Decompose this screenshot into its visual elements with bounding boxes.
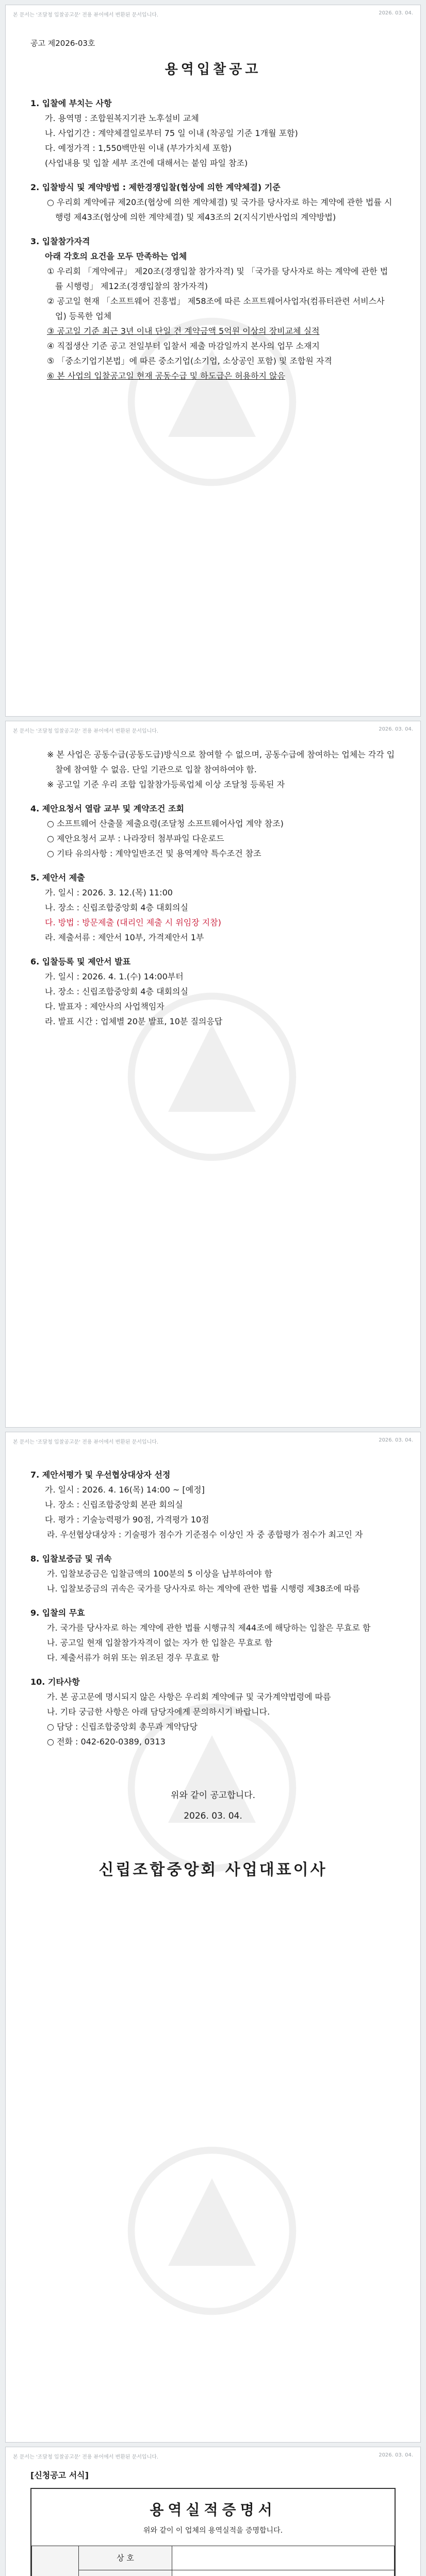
section-1-item: 다. 예정가격 : 1,550백만원 이내 (부가가치세 포함) xyxy=(45,143,232,153)
header-right: 2026. 03. 04. xyxy=(379,2452,413,2458)
section-5-title: 5. 제안서 제출 xyxy=(30,873,85,883)
section-4-item: ○ 소프트웨어 산출물 제출요령(조달청 소프트웨어사업 계약 참조) xyxy=(47,819,284,828)
section-6-item: 다. 발표자 : 제안사의 사업책임자 xyxy=(45,1002,165,1011)
section-6-title: 6. 입찰등록 및 제안서 발표 xyxy=(30,957,131,967)
section-4-title: 4. 제안요청서 열람 교부 및 계약조건 조회 xyxy=(30,804,184,814)
section-10-item: ○ 담당 : 신립조합중앙회 총무과 계약담당 xyxy=(47,1722,198,1732)
doc-number: 공고 제2026-03호 xyxy=(30,39,95,48)
section-3-item: ⑥ 본 사업의 입찰공고일 현재 공동수급 및 하도급은 허용하지 않음 xyxy=(47,371,285,381)
form-title: 용역실적증명서 xyxy=(150,2501,276,2518)
applicant-group-label xyxy=(32,2546,79,2576)
section-3-item: ② 공고일 현재 「소프트웨어 진흥법」 제58조에 따른 소프트웨어사업자(컴퓨터관련 서비스사업) 등록한 업체 xyxy=(47,296,385,321)
section-7-item: 가. 일시 : 2026. 4. 16(목) 14:00 ~ [예정] xyxy=(45,1485,205,1495)
page-header xyxy=(13,1437,413,1445)
section-5-item: 라. 제출서류 : 제안서 10부, 가격제안서 1부 xyxy=(45,933,204,942)
section-9-item: 다. 제출서류가 허위 또는 위조된 경우 무효로 함 xyxy=(47,1653,220,1663)
form-row-label: 상 호 xyxy=(79,2546,172,2570)
header-left: 본 문서는 '조달청 입찰공고문' 전용 뷰어에서 변환된 문서입니다. xyxy=(13,12,159,18)
page-header xyxy=(13,2452,413,2460)
issuer-org: 신립조합중앙회 사업대표이사 xyxy=(99,1861,327,1879)
section-10-item: ○ 전화 : 042-620-0389, 0313 xyxy=(47,1737,166,1747)
section-1-item: 나. 사업기간 : 계약체결일로부터 75 일 이내 (착공일 기준 1개월 포함) xyxy=(45,128,298,138)
header-left: 본 문서는 '조달청 입찰공고문' 전용 뷰어에서 변환된 문서입니다. xyxy=(13,728,159,734)
page-4 xyxy=(6,2447,420,2576)
section-10-title: 10. 기타사항 xyxy=(30,1677,80,1687)
section-2-title: 2. 입찰방식 및 계약방법 : 제한경쟁입찰(협상에 의한 계약체결) 기준 xyxy=(30,182,281,192)
section-7-title: 7. 제안서평가 및 우선협상대상자 선정 xyxy=(30,1470,171,1480)
form-caption: [신청공고 서식] xyxy=(30,2470,89,2480)
header-left: 본 문서는 '조달청 입찰공고문' 전용 뷰어에서 변환된 문서입니다. xyxy=(13,1439,159,1445)
section-3-subtitle: 아래 각호의 요건을 모두 만족하는 업체 xyxy=(45,251,187,261)
page-3 xyxy=(6,1432,420,2442)
section-3-item: ④ 직접생산 기준 공고 전일부터 입찰서 제출 마감일까지 본사의 업무 소재지 xyxy=(47,341,320,351)
section-1-item: (사업내용 및 입찰 세부 조건에 대해서는 붙임 파일 참조) xyxy=(45,158,248,168)
doc-title: 용역입찰공고 xyxy=(165,62,261,77)
section-1-title: 1. 입찰에 부치는 사항 xyxy=(30,98,112,108)
section-9-title: 9. 입찰의 무효 xyxy=(30,1608,85,1618)
section-7-item: 다. 평가 : 기술능력평가 90점, 가격평가 10점 xyxy=(45,1515,209,1524)
section-5-item: 다. 방법 : 방문제출 (대리인 제출 시 위임장 지참) xyxy=(45,918,221,927)
section-3-item: ③ 공고일 기준 최근 3년 이내 단일 건 계약금액 5억원 이상의 장비교체 실적 xyxy=(47,326,320,336)
note-item: ※ 공고일 기준 우리 조합 입찰참가등록업체 이상 조달청 등록된 자 xyxy=(47,779,285,789)
section-8-item: 나. 입찰보증금의 귀속은 국가를 당사자로 하는 계약에 관한 법률 시행령 제38조에 따름 xyxy=(47,1584,360,1594)
section-10-item: 가. 본 공고문에 명시되지 않은 사항은 우리회 계약에규 및 국가계약법령에 따름 xyxy=(47,1692,331,1702)
watermark-icon xyxy=(124,2143,300,2318)
section-3-item: ⑤ 「중소기업기본법」에 따른 중소기업(소기업, 소상공인 포함) 및 조합원 자격 xyxy=(47,356,332,366)
section-4-item: ○ 제안요청서 교부 : 나라장터 첨부파일 다운로드 xyxy=(47,834,224,843)
form-row-label xyxy=(79,2570,172,2576)
note-item: ※ 본 사업은 공동수급(공동도급)방식으로 참여할 수 없으며, 공동수급에 참여하는 업체는 각각 입찰에 참여할 수 없음. 단일 기관으로 입찰 참여하여야 함. xyxy=(47,750,395,774)
form-intro: 위와 같이 이 업체의 용역실적을 증명합니다. xyxy=(143,2527,283,2535)
section-2-item: ○ 우리회 계약에규 제20조(협상에 의한 계약체결) 및 국가를 당사자로 하는 계약에 관한 법률 시행령 제43조(협상에 의한 계약체결) 및 제43조의 2(지식기반사업의 계약방법) xyxy=(47,197,392,222)
page-header xyxy=(13,726,413,734)
section-8-item: 가. 입찰보증금은 입찰금액의 100분의 5 이상을 납부하여야 함 xyxy=(47,1569,272,1579)
header-right: 2026. 03. 04. xyxy=(379,1437,413,1443)
section-5-item: 나. 장소 : 신립조합중앙회 4층 대회의실 xyxy=(45,903,188,912)
section-1-item: 가. 용역명 : 조합원복지기관 노후설비 교체 xyxy=(45,113,199,123)
sign-date: 2026. 03. 04. xyxy=(184,1811,242,1821)
section-7-item: 라. 우선협상대상자 : 기술평가 점수가 기준점수 이상인 자 중 종합평가 점수가 최고인 자 xyxy=(47,1530,363,1539)
section-3-item: ① 우리회 「계약에규」 제20조(경쟁입찰 참가자격) 및 「국가를 당사자로 하는 계약에 관한 법률 시행령」 제12조(경쟁입찰의 참가자격) xyxy=(47,266,388,291)
section-10-item: 나. 기타 궁금한 사항은 아래 담당자에게 문의하시기 바랍니다. xyxy=(47,1707,270,1717)
section-6-item: 나. 장소 : 신립조합중앙회 4층 대회의실 xyxy=(45,987,188,996)
section-8-title: 8. 입찰보증금 및 귀속 xyxy=(30,1554,112,1564)
section-5-item: 가. 일시 : 2026. 3. 12.(목) 11:00 xyxy=(45,888,173,897)
page-header xyxy=(13,10,413,18)
section-3-title: 3. 입찰참가자격 xyxy=(30,236,90,246)
section-6-item: 라. 발표 시간 : 업체별 20분 발표, 10분 질의응답 xyxy=(45,1016,223,1026)
section-9-item: 가. 국가를 당사자로 하는 계약에 관한 법률 시행규칙 제44조에 해당하는 입찰은 무효로 함 xyxy=(47,1623,371,1633)
form-row-value[interactable] xyxy=(172,2570,395,2576)
section-4-item: ○ 기타 유의사항 : 계약일반조건 및 용역계약 특수조건 참조 xyxy=(47,849,261,858)
header-right: 2026. 03. 04. xyxy=(379,10,413,16)
page-1 xyxy=(6,5,420,716)
closing-text: 위와 같이 공고합니다. xyxy=(170,1790,255,1801)
header-left: 본 문서는 '조달청 입찰공고문' 전용 뷰어에서 변환된 문서입니다. xyxy=(13,2454,159,2460)
page-2 xyxy=(6,721,420,1427)
form-row-value[interactable] xyxy=(172,2546,395,2570)
section-7-item: 나. 장소 : 신립조합중앙회 본관 회의실 xyxy=(45,1500,183,1510)
section-6-item: 가. 일시 : 2026. 4. 1.(수) 14:00부터 xyxy=(45,972,184,981)
header-right: 2026. 03. 04. xyxy=(379,726,413,732)
form-table xyxy=(31,2546,395,2576)
section-9-item: 나. 공고일 현재 입찰참가자격이 없는 자가 한 입찰은 무효로 함 xyxy=(47,1638,273,1648)
